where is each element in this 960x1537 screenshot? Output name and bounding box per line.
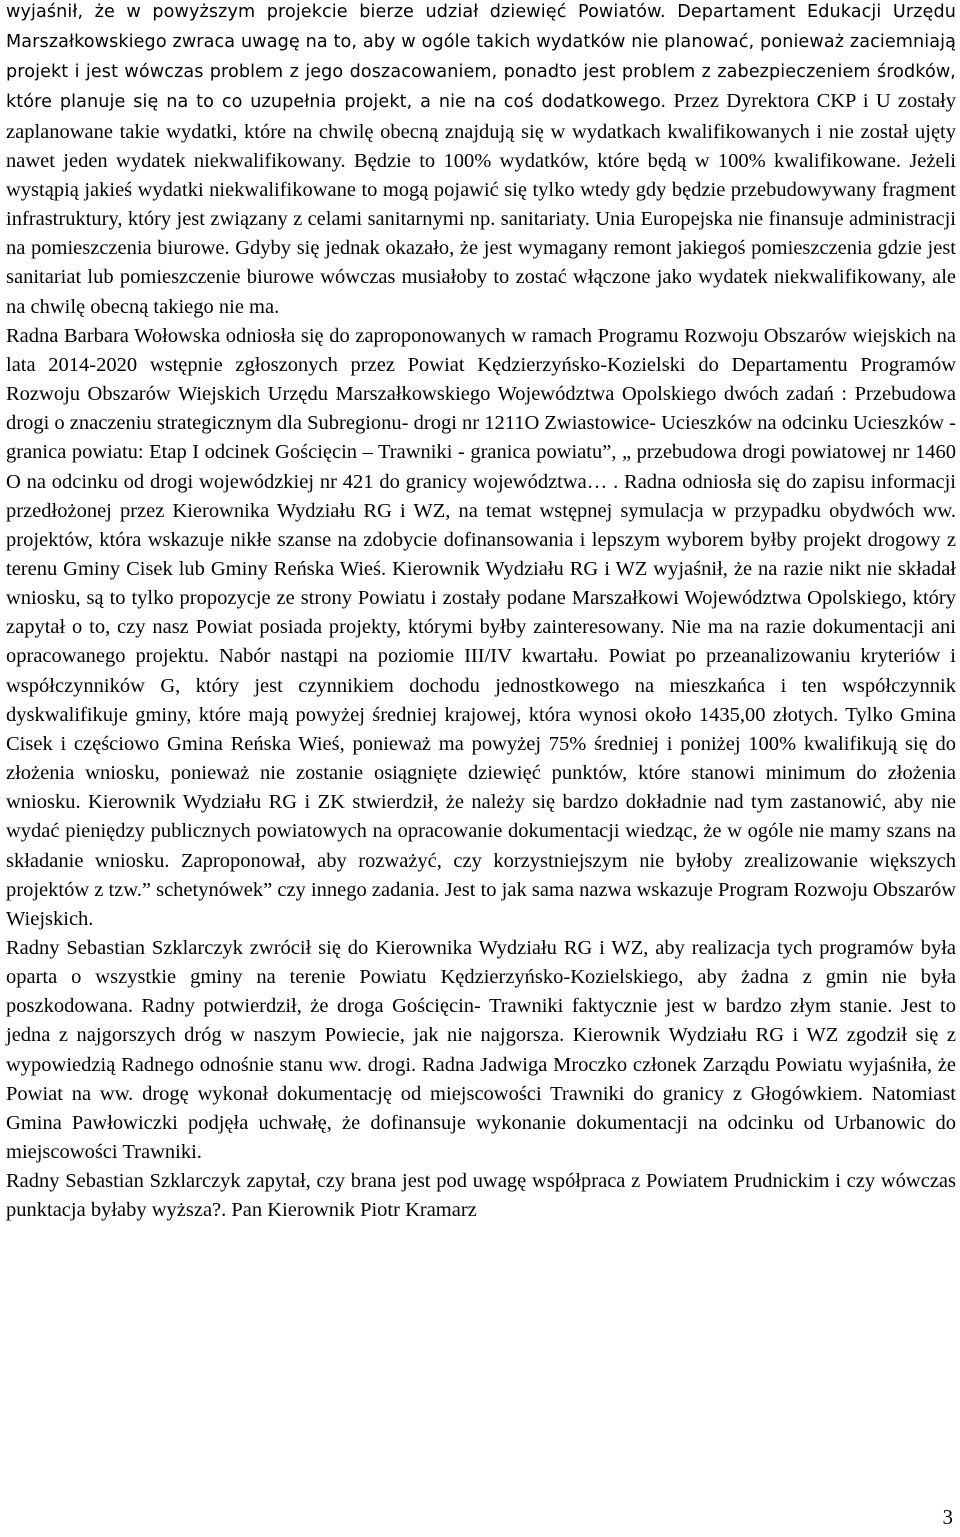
paragraph-sans-segment: wyjaśnił, że w powyższym projekcie bierze udział dziewięć Powiatów. Departament Edukacji Urzędu Marszałkowskiego zwraca uwagę na to, aby w ogóle takich wydatków nie planować, ponieważ zaciemniają projekt i jest wówczas problem z jego doszacowaniem, ponadto jest problem z zabezpieczeniem środków, które planuje się na to co uzupełnia projekt, a nie na coś dodatkowego. (6, 2, 956, 113)
page-number: 3 (942, 1505, 953, 1529)
paragraph (6, 0, 956, 322)
paragraph: Radny Sebastian Szklarczyk zwrócił się do Kierownika Wydziału RG i WZ, aby realizacja tych programów była oparta o wszystkie gminy na terenie Powiatu Kędzierzyńsko-Kozielskiego, aby żadna z gmin nie była poszkodowana. Radny potwierdził, że droga Gościęcin- Trawniki faktycznie jest w bardzo złym stanie. Jest to jedna z najgorszych dróg w naszym Powiecie, jak nie najgorsza. Kierownik Wydziału RG i WZ zgodził się z wypowiedzią Radnego odnośnie stanu ww. drogi. Radna Jadwiga Mroczko członek Zarządu Powiatu wyjaśniła, że Powiat na ww. drogę wykonał dokumentację od miejscowości Trawniki do granicy z Głogówkiem. Natomiast Gmina Pawłowiczki podjęła uchwałę, że dofinansuje wykonanie dokumentacji na odcinku od Urbanowic do miejscowości Trawniki. (6, 937, 956, 1164)
paragraph: Radna Barbara Wołowska odniosła się do zaproponowanych w ramach Programu Rozwoju Obszarów wiejskich na lata 2014-2020 wstępnie zgłoszonych przez Powiat Kędzierzyńsko-Kozielski do Departamentu Programów Rozwoju Obszarów Wiejskich Urzędu Marszałkowskiego Województwa Opolskiego dwóch zadań : Przebudowa drogi o znaczeniu strategicznym dla Subregionu- drogi nr 1211O Zwiastowice- Ucieszków na odcinku Ucieszków - granica powiatu: Etap I odcinek Gościęcin – Trawniki - granica powiatu”, „ przebudowa drogi powiatowej nr 1460 O na odcinku od drogi wojewódzkiej nr 421 do granicy województwa… . Radna odniosła się do zapisu informacji przedłożonej przez Kierownika Wydziału RG i WZ, na temat wstępnej symulacja w przypadku obydwóch ww. projektów, która wskazuje nikłe szanse na zdobycie dofinansowania i lepszym wyborem byłby projekt drogowy z terenu Gminy Cisek lub Gminy Reńska Wieś. Kierownik Wydziału RG i WZ wyjaśnił, że na razie nikt nie składał wniosku, są to tylko propozycje ze strony Powiatu i zostały podane Marszałkowi Województwa Opolskiego, który zapytał o to, czy nasz Powiat posiada projekty, którymi byłby zainteresowany. Nie ma na razie dokumentacji ani opracowanego projektu. Nabór nastąpi na poziomie III/IV kwartału. Powiat po przeanalizowaniu kryteriów i współczynników G, który jest czynnikiem dochodu jednostkowego na mieszkańca i ten współczynnik dyskwalifikuje gminy, które mają powyżej średniej krajowej, która wynosi około 1435,00 złotych. Tylko Gmina Cisek i częściowo Gmina Reńska Wieś, ponieważ ma powyżej 75% średniej i poniżej 100% kwalifikują się do złożenia wniosku, ponieważ nie zostanie osiągnięte dziewięć punktów, które stanowi minimum do złożenia wniosku. Kierownik Wydziału RG i ZK stwierdził, że należy się bardzo dokładnie nad tym zastanowić, aby nie wydać pieniędzy publicznych powiatowych na opracowanie dokumentacji wiedząc, że w ogóle nie mamy szans na składanie wniosku. Zaproponował, aby rozważyć, czy korzystniejszym nie byłoby zrealizowanie większych projektów z tzw.” schetynówek” czy innego zadania. Jest to jak sama nazwa wskazuje Program Rozwoju Obszarów Wiejskich. (6, 324, 956, 930)
paragraph: Radny Sebastian Szklarczyk zapytał, czy brana jest pod uwagę współpraca z Powiatem Prudnickim i czy wówczas punktacja byłaby wyższa?. Pan Kierownik Piotr Kramarz (6, 1170, 956, 1222)
document-body (6, 0, 956, 1226)
paragraph-serif-segment: Przez Dyrektora CKP i U zostały zaplanowane takie wydatki, które na chwilę obecną znajdują się w wydatkach kwalifikowanych i nie został ujęty nawet jeden wydatek niekwalifikowany. Będzie to 100% wydatków, które będą w 100% kwalifikowane. Jeżeli wystąpią jakieś wydatki niekwalifikowane to mogą pojawić się tylko wtedy gdy będzie przebudowywany fragment infrastruktury, który jest związany z celami sanitarnymi np. sanitariaty. Unia Europejska nie finansuje administracji na pomieszczenia biurowe. Gdyby się jednak okazało, że jest wymagany remont jakiegoś pomieszczenia gdzie jest sanitariat lub pomieszczenie biurowe wówczas musiałoby to zostać włączone jako wydatek niekwalifikowany, ale na chwilę obecną takiego nie ma. (6, 90, 956, 318)
